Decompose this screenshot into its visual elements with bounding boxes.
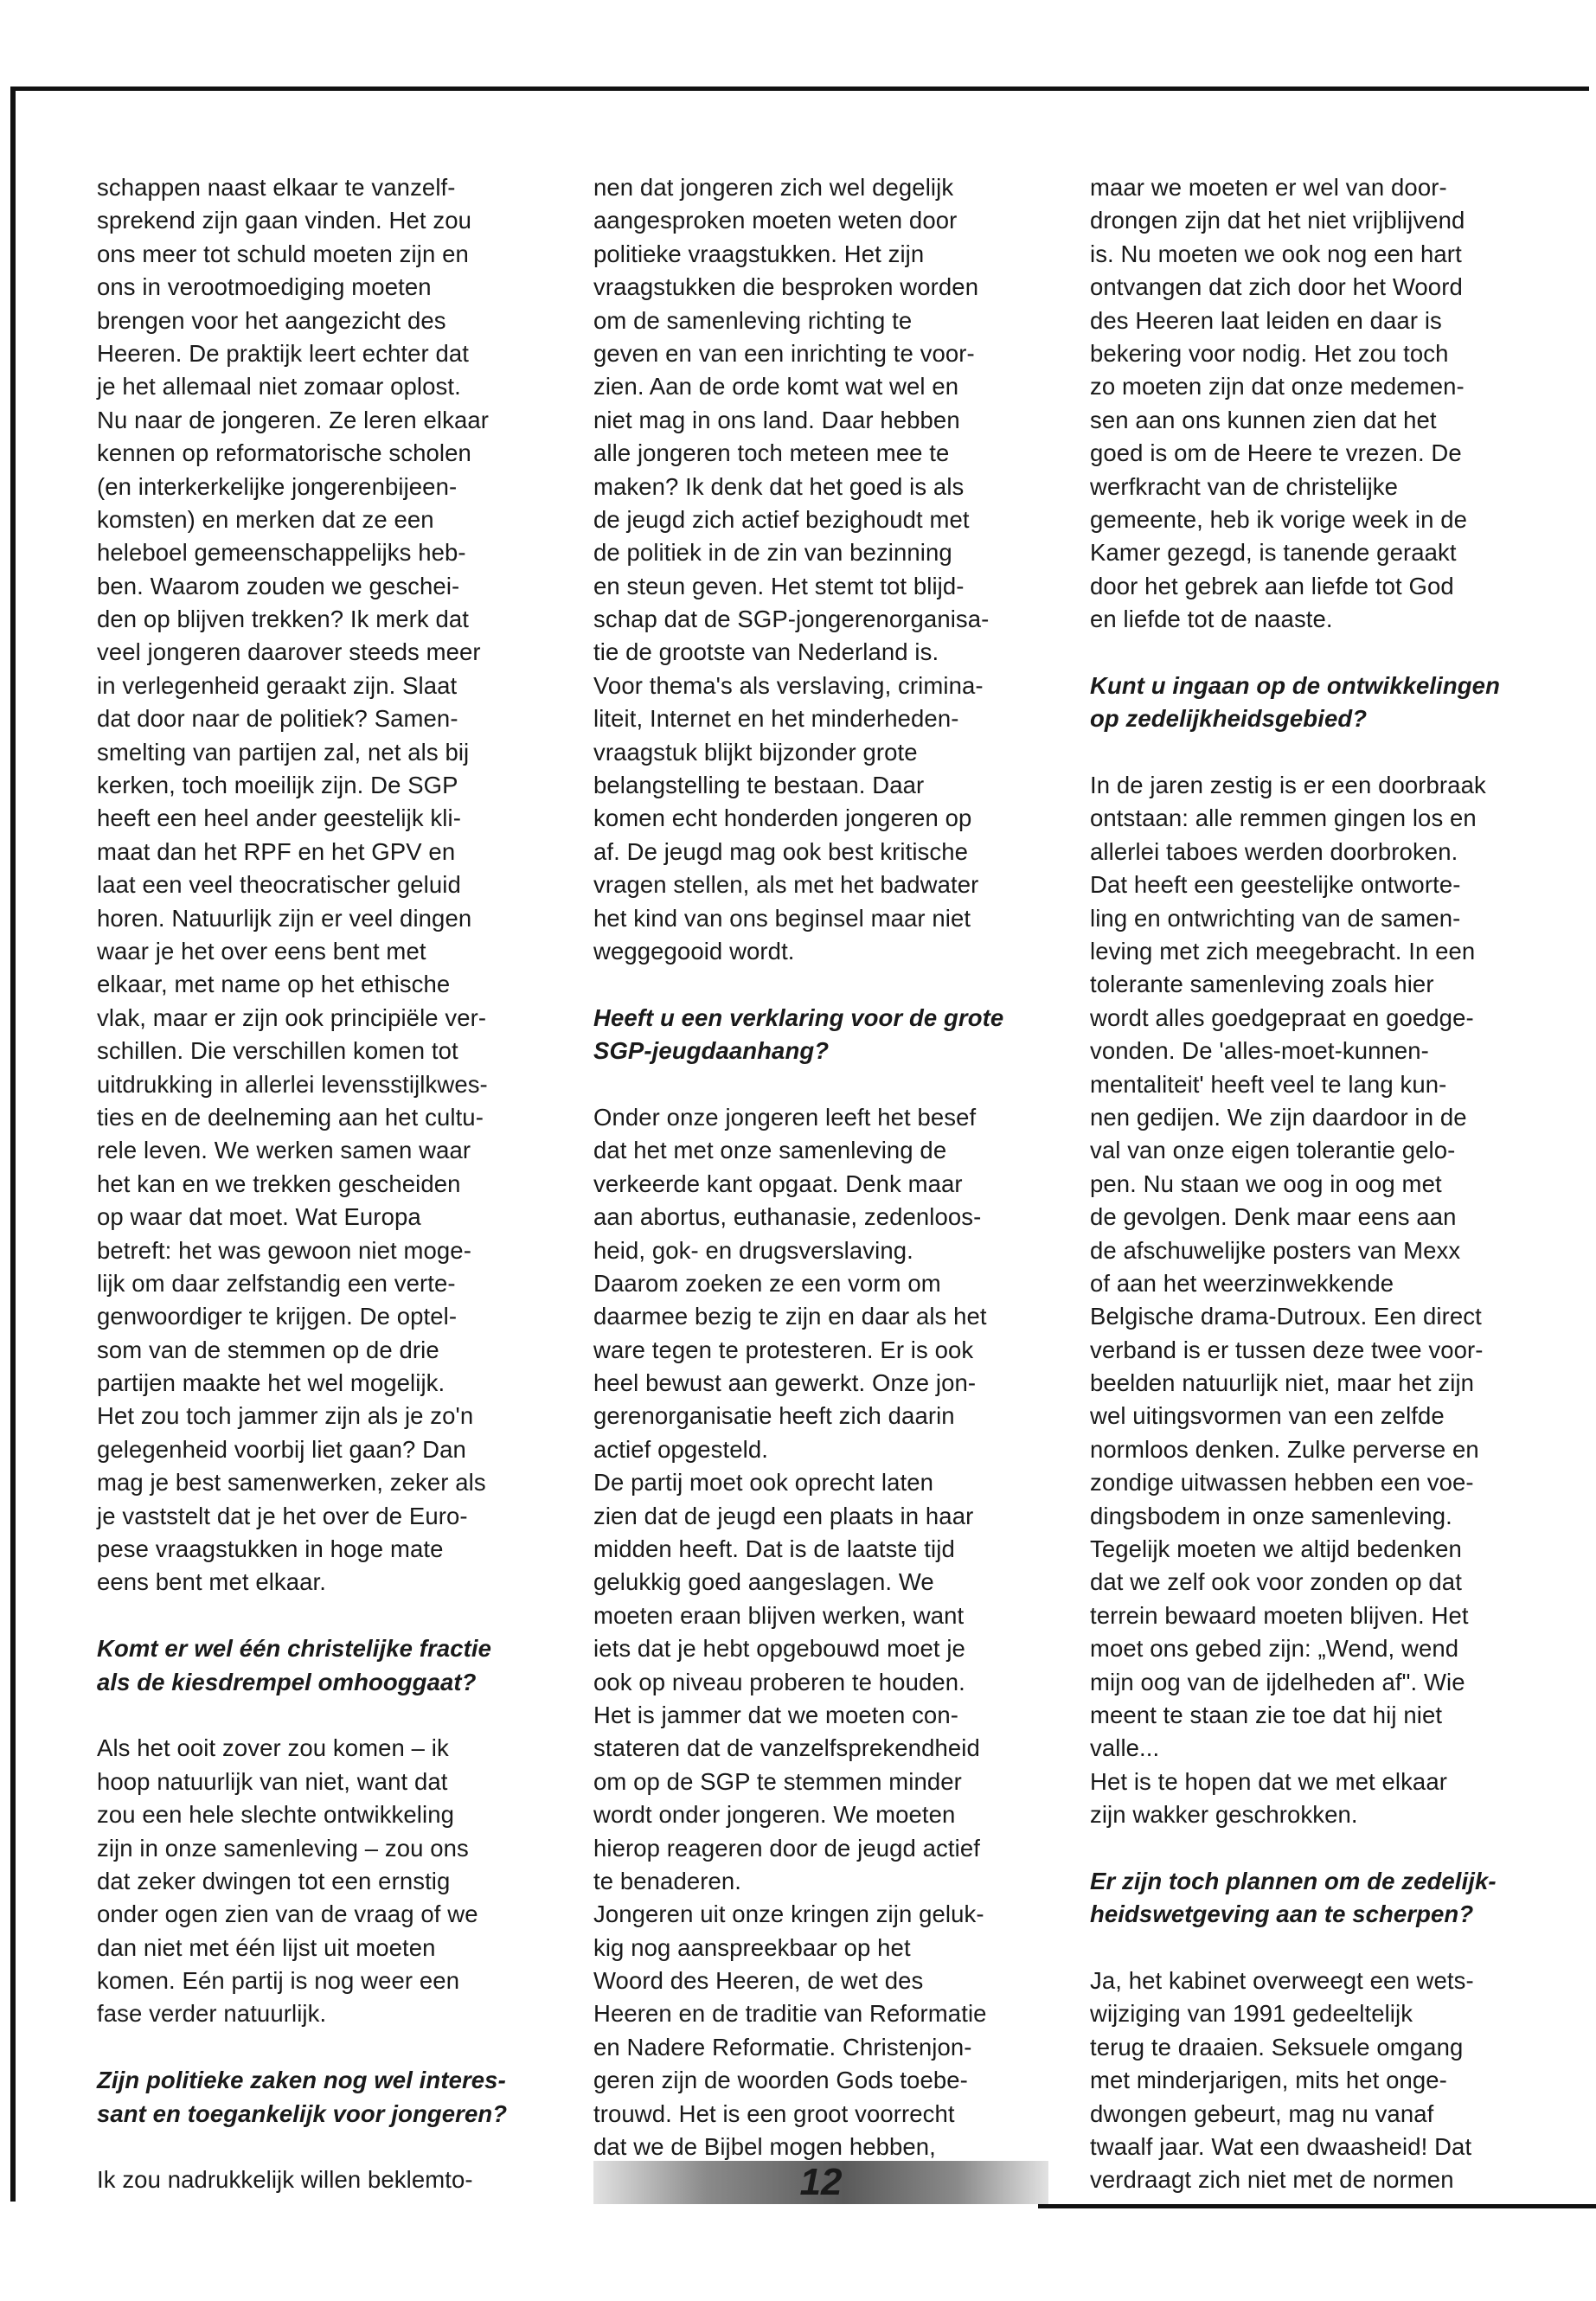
paragraph-gap bbox=[97, 2131, 555, 2163]
text-line: ben. Waarom zouden we geschei- bbox=[97, 572, 460, 599]
text-line: lijk om daar zelfstandig een verte- bbox=[97, 1269, 456, 1297]
paragraph-gap bbox=[1090, 1932, 1548, 1965]
text-line: door het gebrek aan liefde tot God bbox=[1090, 572, 1454, 599]
text-line: trouwd. Het is een groot voorrecht bbox=[593, 2099, 955, 2127]
text-line: den op blijven trekken? Ik merk dat bbox=[97, 606, 469, 633]
text-line: mijn oog van de ijdelheden af". Wie bbox=[1090, 1668, 1465, 1695]
text-line: aangesproken moeten weten door bbox=[593, 207, 958, 234]
text-line: zou een hele slechte ontwikkeling bbox=[97, 1801, 455, 1829]
paragraph-gap bbox=[1090, 1832, 1548, 1865]
text-line: meent te staan zie toe dat hij niet bbox=[1090, 1701, 1443, 1728]
text-line: te benaderen. bbox=[593, 1867, 742, 1894]
column-2 bbox=[593, 171, 1052, 2163]
text-line: fase verder natuurlijk. bbox=[97, 2000, 327, 2028]
text-line: sant en toegankelijk voor jongeren? bbox=[97, 2099, 508, 2127]
text-line: maat dan het RPF en het GPV en bbox=[97, 837, 456, 865]
text-line: om op de SGP te stemmen minder bbox=[593, 1767, 962, 1795]
body-paragraph bbox=[97, 1732, 555, 2031]
paragraph-gap bbox=[593, 1068, 1052, 1101]
paragraph-gap bbox=[97, 2031, 555, 2064]
text-line: ties en de deelneming aan het cultu- bbox=[97, 1103, 484, 1131]
text-line: de jeugd zich actief bezighoudt met bbox=[593, 505, 970, 533]
text-line: dingsbodem in onze samenleving. bbox=[1090, 1502, 1452, 1529]
text-line: het kan en we trekken gescheiden bbox=[97, 1170, 461, 1197]
text-line: kerken, toch moeilijk zijn. De SGP bbox=[97, 772, 458, 799]
text-line: daarmee bezig te zijn en daar als het bbox=[593, 1303, 987, 1330]
paragraph-gap bbox=[1090, 636, 1548, 669]
text-line: Het zou toch jammer zijn als je zo'n bbox=[97, 1402, 474, 1430]
text-line: Er zijn toch plannen om de zedelijk- bbox=[1090, 1867, 1497, 1894]
column-3 bbox=[1090, 171, 1548, 2197]
text-line: je het allemaal niet zomaar oplost. bbox=[97, 373, 461, 401]
text-line: Komt er wel één christelijke fractie bbox=[97, 1635, 492, 1663]
text-line: heidswetgeving aan te scherpen? bbox=[1090, 1900, 1474, 1928]
text-line: gemeente, heb ik vorige week in de bbox=[1090, 505, 1468, 533]
text-line: normloos denken. Zulke perverse en bbox=[1090, 1435, 1479, 1463]
text-line: politieke vraagstukken. Het zijn bbox=[593, 240, 925, 267]
text-line: ontvangen dat zich door het Woord bbox=[1090, 273, 1463, 301]
text-line: verband is er tussen deze twee voor- bbox=[1090, 1336, 1484, 1363]
text-line: Als het ooit zover zou komen – ik bbox=[97, 1734, 449, 1762]
text-line: moeten eraan blijven werken, want bbox=[593, 1601, 965, 1629]
text-line: vlak, maar er zijn ook principiële ver- bbox=[97, 1003, 487, 1031]
text-line: nen dat jongeren zich wel degelijk bbox=[593, 174, 954, 201]
text-line: heel bewust aan gewerkt. Onze jon- bbox=[593, 1369, 977, 1397]
text-line: betreft: het was gewoon niet moge- bbox=[97, 1236, 471, 1264]
body-paragraph bbox=[97, 171, 555, 1599]
text-line: Heeft u een verklaring voor de grote bbox=[593, 1003, 1004, 1031]
text-line: Woord des Heeren, de wet des bbox=[593, 1967, 924, 1995]
text-line: schappen naast elkaar te vanzelf- bbox=[97, 174, 456, 201]
text-line: SGP-jeugdaanhang? bbox=[593, 1037, 830, 1065]
text-line: kennen op reformatorische scholen bbox=[97, 439, 471, 467]
text-line: Jongeren uit onze kringen zijn geluk- bbox=[593, 1900, 984, 1928]
text-line: Daarom zoeken ze een vorm om bbox=[593, 1269, 941, 1297]
text-line: smelting van partijen zal, net als bij bbox=[97, 738, 470, 766]
text-line: kig nog aanspreekbaar op het bbox=[593, 1933, 911, 1961]
text-line: som van de stemmen op de drie bbox=[97, 1336, 439, 1363]
text-line: zijn in onze samenleving – zou ons bbox=[97, 1834, 469, 1862]
page-number: 12 bbox=[799, 2161, 843, 2203]
text-line: dat we zelf ook voor zonden op dat bbox=[1090, 1568, 1462, 1596]
text-line: weggegooid wordt. bbox=[593, 937, 795, 965]
text-line: De partij moet ook oprecht laten bbox=[593, 1469, 933, 1497]
paragraph-gap bbox=[97, 1599, 555, 1632]
text-line: maken? Ik denk dat het goed is als bbox=[593, 472, 965, 500]
text-line: Kamer gezegd, is tanende geraakt bbox=[1090, 539, 1457, 567]
text-line: zien. Aan de orde komt wat wel en bbox=[593, 373, 959, 401]
text-line: heid, gok- en drugsverslaving. bbox=[593, 1236, 913, 1264]
text-line: dwongen gebeurt, mag nu vanaf bbox=[1090, 2099, 1434, 2127]
top-rule bbox=[10, 87, 1589, 91]
text-line: twaalf jaar. Wat een dwaasheid! Dat bbox=[1090, 2133, 1472, 2161]
text-line: onder ogen zien van de vraag of we bbox=[97, 1900, 478, 1928]
text-line: gerenorganisatie heeft zich daarin bbox=[593, 1402, 955, 1430]
text-line: geren zijn de woorden Gods toebe- bbox=[593, 2067, 968, 2094]
text-line: en steun geven. Het stemt tot blijd- bbox=[593, 572, 965, 599]
text-line: (en interkerkelijke jongerenbijeen- bbox=[97, 472, 458, 500]
text-line: de afschuwelijke posters van Mexx bbox=[1090, 1236, 1461, 1264]
text-line: wijziging van 1991 gedeeltelijk bbox=[1090, 2000, 1413, 2028]
text-line: dan niet met één lijst uit moeten bbox=[97, 1933, 436, 1961]
text-line: wordt onder jongeren. We moeten bbox=[593, 1801, 956, 1829]
text-line: mentaliteit' heeft veel te lang kun- bbox=[1090, 1070, 1447, 1098]
text-line: leving met zich meegebracht. In een bbox=[1090, 937, 1476, 965]
interview-question bbox=[593, 1002, 1052, 1068]
interview-question bbox=[97, 2064, 555, 2131]
text-line: gelukkig goed aangeslagen. We bbox=[593, 1568, 934, 1596]
text-line: op waar dat moet. Wat Europa bbox=[97, 1203, 421, 1231]
text-line: genwoordiger te krijgen. De optel- bbox=[97, 1303, 458, 1330]
text-line: werfkracht van de christelijke bbox=[1090, 472, 1399, 500]
text-line: uitdrukking in allerlei levensstijlkwes- bbox=[97, 1070, 488, 1098]
text-line: komen. Eén partij is nog weer een bbox=[97, 1967, 460, 1995]
text-line: partijen maakte het wel mogelijk. bbox=[97, 1369, 445, 1397]
text-line: dat we de Bijbel mogen hebben, bbox=[593, 2133, 936, 2161]
body-paragraph bbox=[1090, 769, 1548, 1832]
body-paragraph bbox=[593, 171, 1052, 968]
text-line: het kind van ons beginsel maar niet bbox=[593, 904, 971, 932]
text-line: of aan het weerzinwekkende bbox=[1090, 1269, 1394, 1297]
text-line: heeft een heel ander geestelijk kli- bbox=[97, 804, 461, 832]
body-paragraph bbox=[1090, 171, 1548, 636]
text-line: belangstelling te bestaan. Daar bbox=[593, 772, 925, 799]
text-line: eens bent met elkaar. bbox=[97, 1568, 327, 1596]
text-line: terrein bewaard moeten blijven. Het bbox=[1090, 1601, 1469, 1629]
text-line: Het is te hopen dat we met elkaar bbox=[1090, 1767, 1447, 1795]
text-line: verkeerde kant opgaat. Denk maar bbox=[593, 1170, 963, 1197]
text-line: Onder onze jongeren leeft het besef bbox=[593, 1103, 977, 1131]
text-line: vragen stellen, als met het badwater bbox=[593, 871, 979, 899]
text-line: schap dat de SGP-jongerenorganisa- bbox=[593, 606, 990, 633]
text-line: de gevolgen. Denk maar eens aan bbox=[1090, 1203, 1457, 1231]
text-line: wel uitingsvormen van een zelfde bbox=[1090, 1402, 1445, 1430]
interview-question bbox=[1090, 1865, 1548, 1932]
text-line: wordt alles goedgepraat en goedge- bbox=[1090, 1003, 1474, 1031]
text-line: maar we moeten er wel van door- bbox=[1090, 174, 1447, 201]
interview-question bbox=[1090, 670, 1548, 736]
text-line: en Nadere Reformatie. Christenjon- bbox=[593, 2033, 972, 2061]
text-line: Voor thema's als verslaving, crimina- bbox=[593, 671, 984, 699]
text-line: de politiek in de zin van bezinning bbox=[593, 539, 952, 567]
text-line: Tegelijk moeten we altijd bedenken bbox=[1090, 1535, 1462, 1563]
text-line: allerlei taboes werden doorbroken. bbox=[1090, 837, 1458, 865]
text-line: vraagstukken die besproken worden bbox=[593, 273, 979, 301]
text-line: Heeren en de traditie van Reformatie bbox=[593, 2000, 987, 2028]
text-line: hoop natuurlijk van niet, want dat bbox=[97, 1767, 448, 1795]
paragraph-gap bbox=[593, 968, 1052, 1001]
text-line: niet mag in ons land. Daar hebben bbox=[593, 406, 960, 433]
text-line: ontstaan: alle remmen gingen los en bbox=[1090, 804, 1477, 832]
text-line: in verlegenheid geraakt zijn. Slaat bbox=[97, 671, 458, 699]
text-line: vonden. De 'alles-moet-kunnen- bbox=[1090, 1037, 1429, 1065]
text-line: alle jongeren toch meteen mee te bbox=[593, 439, 950, 467]
text-line: dat zeker dwingen tot een ernstig bbox=[97, 1867, 451, 1894]
text-line: zien dat de jeugd een plaats in haar bbox=[593, 1502, 974, 1529]
text-line: geven en van een inrichting te voor- bbox=[593, 339, 975, 367]
text-line: mag je best samenwerken, zeker als bbox=[97, 1469, 486, 1497]
text-line: elkaar, met name op het ethische bbox=[97, 971, 451, 998]
text-line: Heeren. De praktijk leert echter dat bbox=[97, 339, 470, 367]
text-line: tolerante samenleving zoals hier bbox=[1090, 971, 1434, 998]
text-line: komen echt honderden jongeren op bbox=[593, 804, 972, 832]
text-line: Zijn politieke zaken nog wel interes- bbox=[97, 2067, 506, 2094]
text-line: sen aan ons kunnen zien dat het bbox=[1090, 406, 1437, 433]
text-line: midden heeft. Dat is de laatste tijd bbox=[593, 1535, 955, 1563]
text-line: Belgische drama-Dutroux. Een direct bbox=[1090, 1303, 1482, 1330]
text-line: terug te draaien. Seksuele omgang bbox=[1090, 2033, 1464, 2061]
text-line: je vaststelt dat je het over de Euro- bbox=[97, 1502, 468, 1529]
text-line: dat door naar de politiek? Samen- bbox=[97, 705, 458, 733]
text-line: beelden natuurlijk niet, maar het zijn bbox=[1090, 1369, 1475, 1397]
text-line: is. Nu moeten we ook nog een hart bbox=[1090, 240, 1462, 267]
text-line: schillen. Die verschillen komen tot bbox=[97, 1037, 458, 1065]
text-line: ware tegen te protesteren. Er is ook bbox=[593, 1336, 974, 1363]
interview-question bbox=[97, 1632, 555, 1699]
text-line: hierop reageren door de jeugd actief bbox=[593, 1834, 980, 1862]
text-line: Het is jammer dat we moeten con- bbox=[593, 1701, 958, 1728]
text-line: dat het met onze samenleving de bbox=[593, 1137, 947, 1164]
text-line: rele leven. We werken samen waar bbox=[97, 1137, 471, 1164]
text-line: iets dat je hebt opgebouwd moet je bbox=[593, 1635, 965, 1663]
text-line: liteit, Internet en het minderheden- bbox=[593, 705, 959, 733]
text-line: nen gedijen. We zijn daardoor in de bbox=[1090, 1103, 1467, 1131]
text-line: veel jongeren daarover steeds meer bbox=[97, 638, 481, 666]
text-line: ons in verootmoediging moeten bbox=[97, 273, 432, 301]
column-1 bbox=[97, 171, 555, 2197]
text-line: gelegenheid voorbij liet gaan? Dan bbox=[97, 1435, 466, 1463]
text-line: pese vraagstukken in hoge mate bbox=[97, 1535, 444, 1563]
body-paragraph bbox=[593, 1101, 1052, 2164]
paragraph-gap bbox=[97, 1699, 555, 1732]
text-line: bekering voor nodig. Het zou toch bbox=[1090, 339, 1449, 367]
bottom-rule bbox=[1038, 2204, 1596, 2208]
text-line: valle... bbox=[1090, 1734, 1160, 1762]
text-line: In de jaren zestig is er een doorbraak bbox=[1090, 772, 1486, 799]
text-line: zondige uitwassen hebben een voe- bbox=[1090, 1469, 1474, 1497]
text-line: sprekend zijn gaan vinden. Het zou bbox=[97, 207, 471, 234]
text-line: ling en ontwrichting van de samen- bbox=[1090, 904, 1461, 932]
text-line: Kunt u ingaan op de ontwikkelingen bbox=[1090, 671, 1500, 699]
text-line: stateren dat de vanzelfsprekendheid bbox=[593, 1734, 980, 1762]
text-line: actief opgesteld. bbox=[593, 1435, 768, 1463]
text-line: komsten) en merken dat ze een bbox=[97, 505, 434, 533]
body-paragraph bbox=[97, 2163, 555, 2196]
text-line: om de samenleving richting te bbox=[593, 306, 913, 334]
text-line: brengen voor het aangezicht des bbox=[97, 306, 446, 334]
left-rule bbox=[10, 87, 16, 2202]
text-line: horen. Natuurlijk zijn er veel dingen bbox=[97, 904, 472, 932]
text-line: val van onze eigen tolerantie gelo- bbox=[1090, 1137, 1456, 1164]
text-line: moet ons gebed zijn: „Wend, wend bbox=[1090, 1635, 1459, 1663]
text-line: waar je het over eens bent met bbox=[97, 937, 426, 965]
text-line: met minderjarigen, mits het onge- bbox=[1090, 2067, 1447, 2094]
paragraph-gap bbox=[1090, 736, 1548, 769]
text-line: tie de grootste van Nederland is. bbox=[593, 638, 939, 666]
text-line: af. De jeugd mag ook best kritische bbox=[593, 837, 969, 865]
text-line: op zedelijkheidsgebied? bbox=[1090, 705, 1368, 733]
text-line: vraagstuk blijkt bijzonder grote bbox=[593, 738, 918, 766]
text-line: goed is om de Heere te vrezen. De bbox=[1090, 439, 1462, 467]
text-line: zijn wakker geschrokken. bbox=[1090, 1801, 1358, 1829]
text-line: Ja, het kabinet overweegt een wets- bbox=[1090, 1967, 1474, 1995]
text-line: en liefde tot de naaste. bbox=[1090, 606, 1333, 633]
text-line: laat een veel theocratischer geluid bbox=[97, 871, 461, 899]
text-line: Nu naar de jongeren. Ze leren elkaar bbox=[97, 406, 490, 433]
text-line: ook op niveau proberen te houden. bbox=[593, 1668, 965, 1695]
text-line: pen. Nu staan we oog in oog met bbox=[1090, 1170, 1442, 1197]
text-line: ons meer tot schuld moeten zijn en bbox=[97, 240, 469, 267]
text-line: des Heeren laat leiden en daar is bbox=[1090, 306, 1442, 334]
text-line: Dat heeft een geestelijke ontworte- bbox=[1090, 871, 1461, 899]
text-line: drongen zijn dat het niet vrijblijvend bbox=[1090, 207, 1465, 234]
text-line: zo moeten zijn dat onze medemen- bbox=[1090, 373, 1465, 401]
text-line: aan abortus, euthanasie, zedenloos- bbox=[593, 1203, 982, 1231]
text-line: als de kiesdrempel omhooggaat? bbox=[97, 1668, 477, 1695]
text-line: heleboel gemeenschappelijks heb- bbox=[97, 539, 466, 567]
text-line: verdraagt zich niet met de normen bbox=[1090, 2166, 1454, 2194]
page-number-bar bbox=[593, 2161, 1048, 2204]
text-line: Ik zou nadrukkelijk willen beklemto- bbox=[97, 2166, 473, 2194]
body-paragraph bbox=[1090, 1965, 1548, 2197]
